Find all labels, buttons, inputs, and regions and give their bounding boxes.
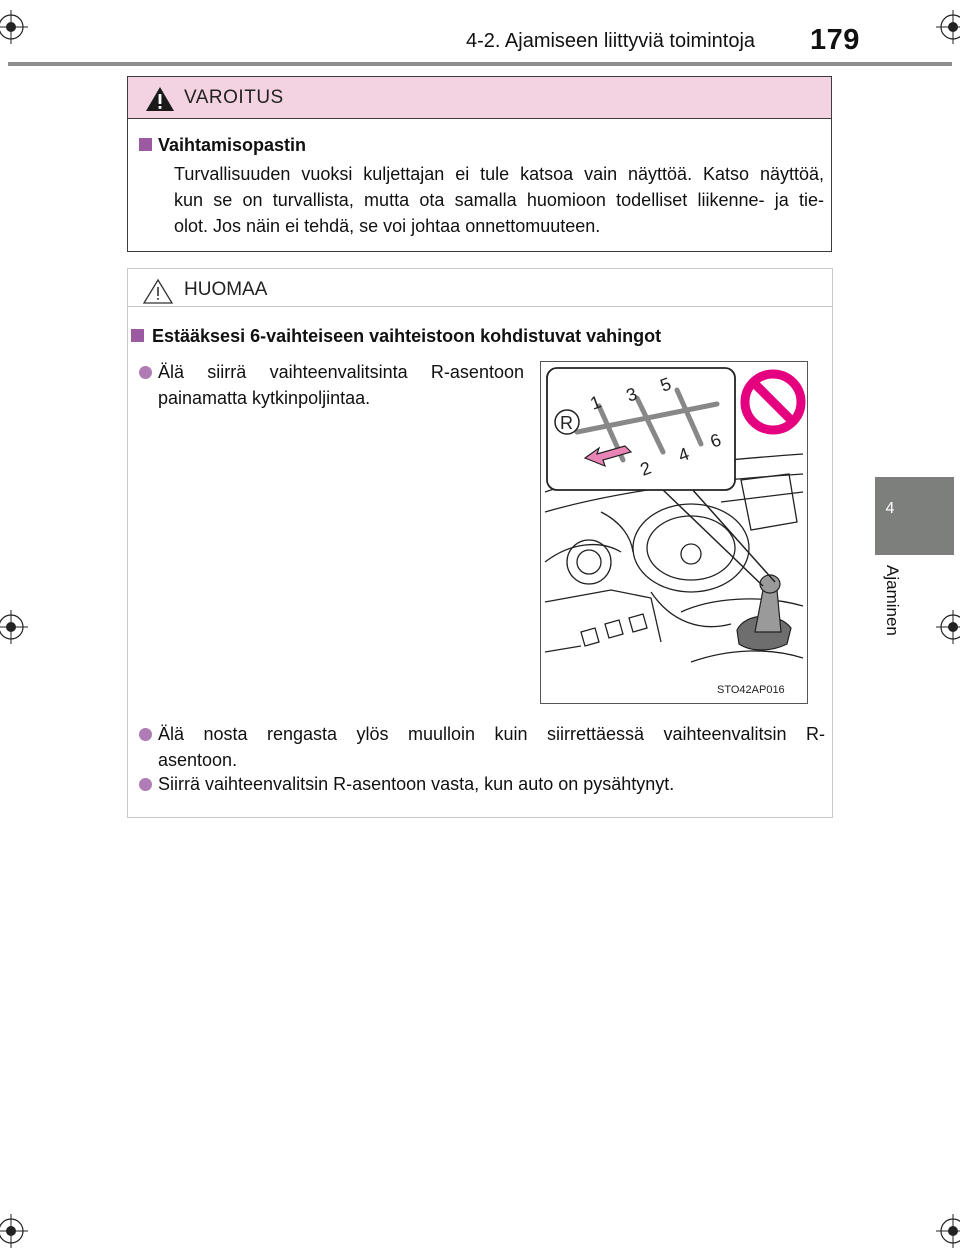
chapter-label: Ajaminen: [883, 565, 902, 636]
gear-shift-drawing: [541, 362, 807, 682]
text-line: kun se on turvallista, mutta ota samalla huomioon todelliset liikenne- ja tie-: [174, 190, 824, 210]
notice-bullet-2: [158, 721, 825, 773]
square-bullet-icon: [131, 329, 144, 342]
callout-leader: [661, 488, 775, 586]
gear-shift-illustration: [540, 361, 808, 704]
registration-mark-icon: [936, 610, 960, 644]
notice-bullet-3: [158, 771, 825, 797]
gear-label-4: 4: [675, 443, 692, 466]
figure-code: STO42AP016: [717, 684, 785, 696]
text-line: Älä nosta rengasta ylös muulloin kuin siirrettäessä vaihteenvalitsin R-: [158, 724, 825, 744]
header-rule: [8, 62, 952, 66]
warning-header: [128, 77, 831, 119]
text-line: asentoon.: [158, 750, 238, 770]
chapter-number: 4: [885, 500, 895, 517]
gear-label-r: R: [560, 413, 573, 433]
notice-subtitle: Estääksesi 6-vaihteiseen vaihteistoon kohdistuvat vahingot: [152, 326, 662, 346]
gear-label-1: 1: [587, 391, 604, 414]
dot-bullet-icon: [139, 728, 152, 741]
warning-box: [127, 76, 832, 252]
gear-label-6: 6: [707, 429, 724, 452]
prohibition-icon: [745, 374, 801, 430]
section-title: 4-2. Ajamiseen liittyviä toimintoja: [466, 30, 756, 52]
notice-bullet-1: [158, 359, 524, 411]
text-line: painamatta kytkinpoljintaa.: [158, 388, 371, 408]
gear-label-2: 2: [637, 457, 654, 480]
gear-lever: [737, 575, 791, 650]
page-number: 179: [810, 24, 860, 56]
text-line: Turvallisuuden vuoksi kuljettajan ei tule katsoa vain näyttöä. Katso näyttöä,: [174, 164, 824, 184]
registration-mark-icon: [936, 10, 960, 44]
registration-mark-icon: [0, 610, 28, 644]
text-line: Siirrä vaihteenvalitsin R-asentoon vasta, kun auto on pysähtynyt.: [158, 774, 675, 794]
registration-mark-icon: [0, 10, 28, 44]
gear-label-3: 3: [623, 383, 640, 406]
registration-mark-icon: [936, 1214, 960, 1248]
notice-title: HUOMAA: [184, 279, 268, 300]
warning-subtitle: Vaihtamisopastin: [158, 135, 307, 155]
square-bullet-icon: [139, 138, 152, 151]
warning-body: [174, 161, 824, 239]
text-line: olot. Jos näin ei tehdä, se voi johtaa onnettomuuteen.: [174, 216, 601, 236]
gear-label-5: 5: [657, 373, 674, 396]
dot-bullet-icon: [139, 366, 152, 379]
notice-header: [128, 269, 832, 307]
registration-mark-icon: [0, 1214, 28, 1248]
warning-title: VAROITUS: [184, 87, 284, 108]
warning-triangle-icon: [144, 85, 176, 113]
caution-triangle-icon: [142, 277, 174, 305]
dot-bullet-icon: [139, 778, 152, 791]
text-line: Älä siirrä vaihteenvalitsinta R-asentoon: [158, 362, 524, 382]
